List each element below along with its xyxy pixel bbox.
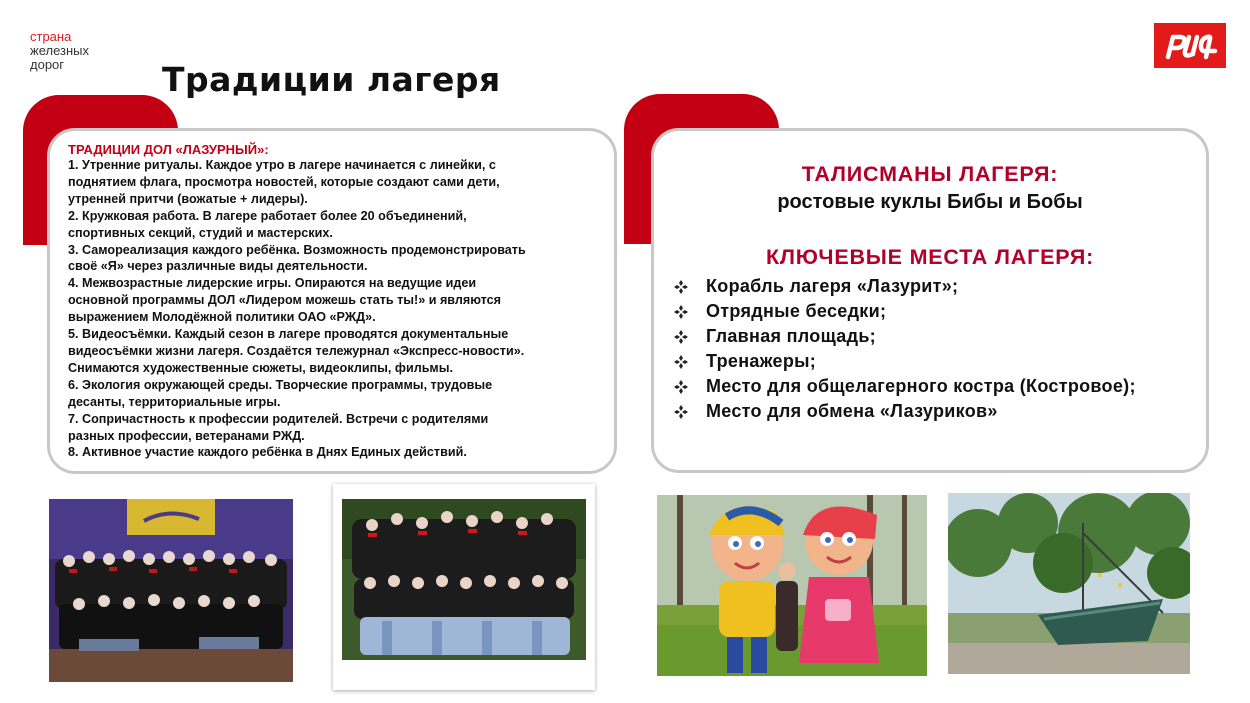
brand-line-1: страна <box>30 29 72 44</box>
rzd-logo-icon <box>1160 31 1220 61</box>
photo-ship <box>948 493 1190 674</box>
page-title: Традиции лагеря <box>162 60 501 99</box>
traditions-line: поднятием флага, просмотра новостей, которые создают сами дети, <box>68 174 500 189</box>
traditions-card <box>47 128 617 474</box>
places-list <box>672 274 1136 424</box>
traditions-line: 1. Утренние ритуалы. Каждое утро в лагере начинается с линейки, с <box>68 158 496 172</box>
list-item <box>672 274 1136 299</box>
traditions-line: 3. Самореализация каждого ребёнка. Возможность продемонстрировать <box>68 242 526 257</box>
rzd-logo <box>1154 23 1226 68</box>
list-item <box>672 374 1136 399</box>
photo-team <box>342 499 586 660</box>
mascots-title: ТАЛИСМАНЫ ЛАГЕРЯ: <box>801 162 1059 186</box>
traditions-line: видеосъёмки жизни лагеря. Создаётся тележурнал «Экспресс-новости». <box>68 343 525 358</box>
traditions-line: утренней притчи (вожатые + лидеры). <box>68 191 308 206</box>
diamond-bullet-icon <box>672 330 706 344</box>
diamond-bullet-icon <box>672 405 706 419</box>
traditions-line: выражением Молодёжной политики ОАО «РЖД». <box>68 310 376 325</box>
traditions-line: своё «Я» через различные виды деятельности. <box>68 259 368 274</box>
list-item <box>672 349 1136 374</box>
traditions-line: основной программы ДОЛ «Лидером можешь стать ты!» и являются <box>68 293 502 308</box>
place-label: Место для обмена «Лазуриков» <box>706 401 998 421</box>
traditions-title: ТРАДИЦИИ ДОЛ «ЛАЗУРНЫЙ»: <box>68 142 269 157</box>
traditions-line: разных профессии, ветеранами РЖД. <box>68 428 305 443</box>
diamond-bullet-icon <box>672 355 706 369</box>
traditions-line: 4. Межвозрастные лидерские игры. Опираются на ведущие идеи <box>68 276 477 291</box>
traditions-line: 6. Экология окружающей среды. Творческие программы, трудовые <box>68 377 493 392</box>
list-item <box>672 399 1136 424</box>
traditions-line: 8. Активное участие каждого ребёнка в Днях Единых действий. <box>68 445 467 460</box>
brand-line-3: дорог <box>30 57 65 72</box>
diamond-bullet-icon <box>672 280 706 294</box>
brand-wordmark <box>30 30 89 72</box>
diamond-bullet-icon <box>672 305 706 319</box>
mascots-places-card <box>651 128 1209 473</box>
brand-line-2: железных <box>30 43 90 58</box>
places-title: КЛЮЧЕВЫЕ МЕСТА ЛАГЕРЯ: <box>765 245 1095 269</box>
place-label: Главная площадь; <box>706 326 876 346</box>
list-item <box>672 324 1136 349</box>
traditions-line: Снимаются художественные сюжеты, видеоклипы, фильмы. <box>68 360 454 375</box>
diamond-bullet-icon <box>672 380 706 394</box>
place-label: Корабль лагеря «Лазурит»; <box>706 276 959 296</box>
traditions-line: 2. Кружковая работа. В лагере работает более 20 объединений, <box>68 208 467 223</box>
traditions-line: 5. Видеосъёмки. Каждый сезон в лагере проводятся документальные <box>68 327 509 342</box>
traditions-line: 7. Сопричастность к профессии родителей. Встречи с родителями <box>68 411 489 426</box>
photo-group-stage <box>49 499 293 682</box>
mascots-subtitle: ростовые куклы Бибы и Бобы <box>777 191 1083 213</box>
traditions-line: десанты, территориальные игры. <box>68 394 281 409</box>
place-label: Отрядные беседки; <box>706 301 887 321</box>
photo-frame-team <box>333 484 595 690</box>
traditions-list <box>68 157 596 461</box>
place-label: Тренажеры; <box>706 351 817 371</box>
traditions-line: спортивных секций, студий и мастерских. <box>68 225 333 240</box>
list-item <box>672 299 1136 324</box>
photo-mascots <box>657 495 927 676</box>
place-label: Место для общелагерного костра (Костровое); <box>706 376 1136 396</box>
